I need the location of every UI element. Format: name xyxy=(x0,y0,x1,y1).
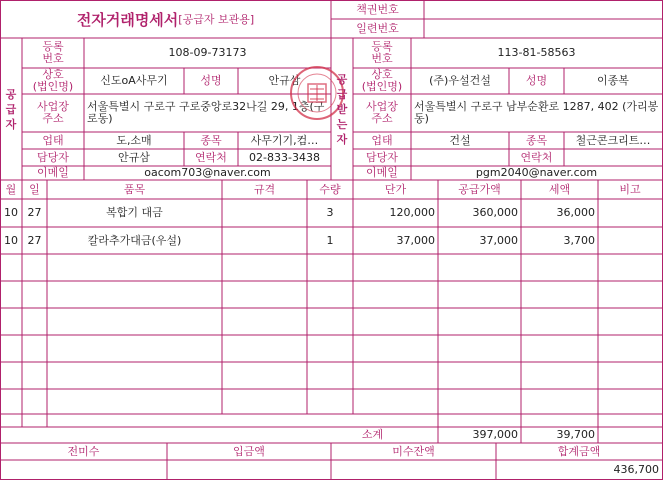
receiver-business-type-label: 업태 xyxy=(371,133,393,147)
supplier-name: 안규삼 xyxy=(268,74,301,87)
book-number-label: 책권번호 xyxy=(356,3,399,16)
item-2-spec xyxy=(222,227,307,254)
supplier-address-label: 사업장 주소 xyxy=(37,100,69,125)
col-header-item: 품목 xyxy=(123,182,146,196)
item-2-note xyxy=(598,227,662,254)
supplier-business-type-label: 업태 xyxy=(42,133,64,147)
receiver-company-label: 상호 (법인명) xyxy=(361,68,403,93)
receiver-manager-label: 담당자 xyxy=(366,150,398,164)
receiver-manager xyxy=(411,149,509,166)
supplier-manager: 안규삼 xyxy=(118,150,150,164)
receiver-name: 이종복 xyxy=(597,74,629,87)
supplier-side-char: 자 xyxy=(5,117,17,131)
supplier-email: oacom703@naver.com xyxy=(144,166,271,179)
item-2-supply: 37,000 xyxy=(479,233,518,247)
receiver-side-char: 자 xyxy=(336,132,348,146)
deposit-value xyxy=(167,460,331,480)
document-subtitle: [공급자 보관용] xyxy=(178,12,255,26)
prev-balance-value xyxy=(0,460,167,480)
item-1-supply: 360,000 xyxy=(472,206,518,219)
col-header-note: 비고 xyxy=(619,182,641,196)
total-label: 합계금액 xyxy=(557,444,601,458)
document-title xyxy=(0,1,331,38)
supplier-address: 서울특별시 구로구 구로중앙로32나길 29, 1층(구로동) xyxy=(87,100,325,125)
item-1-note xyxy=(598,199,662,227)
item-1-unit-price: 120,000 xyxy=(389,206,435,219)
supplier-business-type: 도,소매 xyxy=(116,133,152,147)
supplier-business-item: 사무기기,컴… xyxy=(250,133,319,147)
receiver-business-item: 철근콘크리트… xyxy=(575,133,651,147)
supplier-reg-no: 108-09-73173 xyxy=(168,46,247,59)
supplier-company-label: 상호 (법인명) xyxy=(32,68,74,93)
receiver-email: pgm2040@naver.com xyxy=(475,166,598,179)
supplier-company: 신도oA사무기 xyxy=(100,74,168,87)
col-header-tax: 세액 xyxy=(548,182,571,196)
receiver-email-label: 이메일 xyxy=(366,166,398,179)
supplier-contact: 02-833-3438 xyxy=(249,150,320,164)
item-2-tax: 3,700 xyxy=(563,233,595,247)
subtotal-tax: 39,700 xyxy=(556,428,595,441)
col-header-supply: 공급가액 xyxy=(458,182,501,196)
receiver-company: (주)우설건설 xyxy=(429,74,491,87)
unpaid-label: 미수잔액 xyxy=(392,444,435,458)
serial-number-value xyxy=(424,19,662,38)
item-1-qty: 3 xyxy=(326,206,334,219)
receiver-reg-no: 113-81-58563 xyxy=(497,46,576,59)
item-1-name: 복합기 대금 xyxy=(106,206,163,219)
supplier-side-char: 공 xyxy=(5,87,17,101)
supplier-side-label xyxy=(0,38,22,180)
receiver-address-label: 사업장 주소 xyxy=(366,100,398,125)
supplier-side-char: 급 xyxy=(5,102,17,116)
col-header-month: 월 xyxy=(5,182,17,196)
receiver-business-item-label: 종목 xyxy=(525,133,548,147)
supplier-name-label: 성명 xyxy=(200,74,222,87)
receiver-side-char: 급 xyxy=(336,87,348,101)
unpaid-value xyxy=(331,460,496,480)
item-2-day: 27 xyxy=(27,233,42,247)
item-2-qty: 1 xyxy=(326,233,334,247)
receiver-business-type: 건설 xyxy=(449,133,471,147)
item-1-month: 10 xyxy=(4,206,18,219)
deposit-label: 입금액 xyxy=(233,444,265,458)
receiver-side-char: 받 xyxy=(336,102,348,116)
item-1-day: 27 xyxy=(27,206,42,219)
item-2-month: 10 xyxy=(4,233,18,247)
receiver-name-label: 성명 xyxy=(525,74,548,87)
document-title-text: 전자거래명세서 xyxy=(76,10,179,29)
supplier-manager-label: 담당자 xyxy=(37,150,69,164)
item-1-tax: 36,000 xyxy=(556,206,595,219)
receiver-side-char: 는 xyxy=(336,117,348,131)
col-header-spec: 규격 xyxy=(253,182,276,196)
item-2-unit-price: 37,000 xyxy=(396,233,435,247)
serial-number-label: 일련번호 xyxy=(356,21,399,35)
receiver-side-char: 공 xyxy=(336,72,348,86)
supplier-business-item-label: 종목 xyxy=(200,133,222,147)
supplier-reg-no-label: 등록 번호 xyxy=(42,40,64,65)
receiver-contact-label: 연락처 xyxy=(520,150,553,164)
receiver-address: 서울특별시 구로구 남부순환로 1287, 402 (가리봉동) xyxy=(414,100,659,125)
book-number-value xyxy=(424,1,662,19)
col-header-unit-price: 단가 xyxy=(384,182,407,196)
col-header-day: 일 xyxy=(29,182,40,196)
item-2-name: 칼라추가대금(우설) xyxy=(87,233,182,247)
supplier-email-label: 이메일 xyxy=(37,166,69,179)
col-header-qty: 수량 xyxy=(319,182,341,196)
receiver-contact xyxy=(564,149,662,166)
total-value: 436,700 xyxy=(613,463,659,476)
item-1-spec xyxy=(222,199,307,227)
receiver-side-label xyxy=(331,38,353,180)
subtotal-supply: 397,000 xyxy=(472,428,518,441)
prev-balance-label: 전미수 xyxy=(67,444,100,458)
subtotal-label: 소계 xyxy=(361,428,384,441)
supplier-contact-label: 연락처 xyxy=(195,150,227,164)
receiver-reg-no-label: 등록 번호 xyxy=(371,40,393,65)
